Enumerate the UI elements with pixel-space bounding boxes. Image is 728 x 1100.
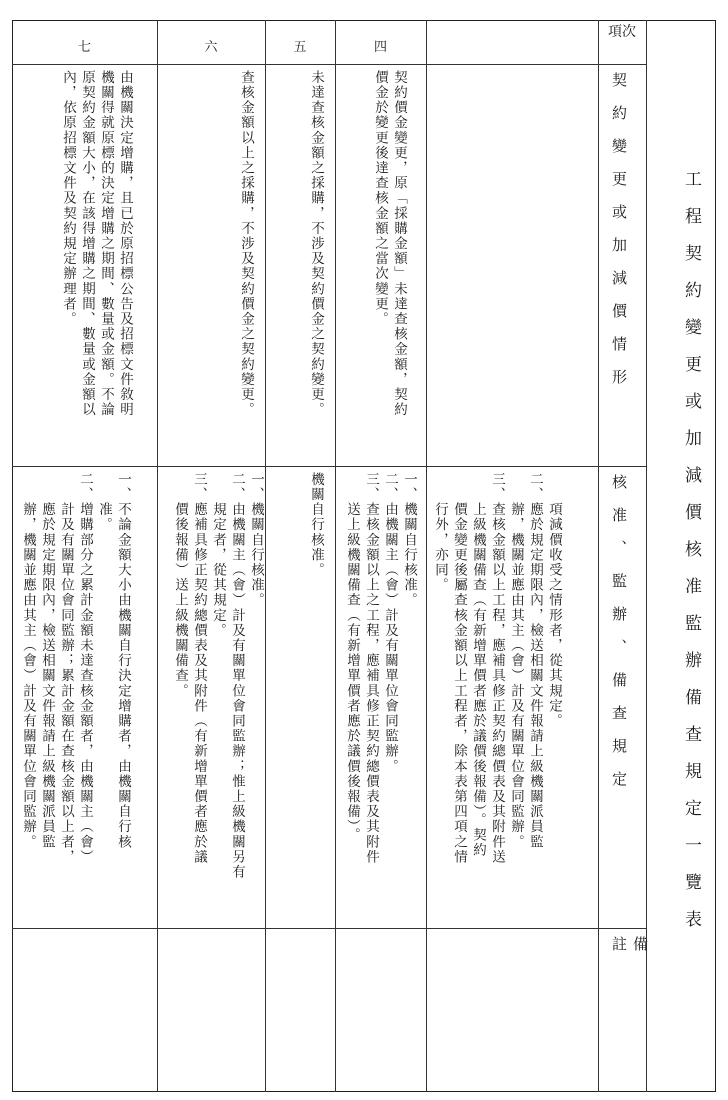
column-header-7: 七 xyxy=(77,40,91,55)
row2-item-6: 一、機關自行核准。 二、由機關主（會）計及有關單位會同監辦；惟上級機關另有 規定者，從其規定。 三、應補具修正契約總價表及其附件（有新增單價者應於議 價後報備）送上級機關備查。 xyxy=(172,472,264,880)
row1-item-7: 由機關決定增購，且已於原招標公告及招標文件敘明 機關得就原標的決定增購之期間、數量或金額。不論 原契約金額大小，在該得增購之期間、數量或金額以 內，依原招標文件及契約規定辦理者。 xyxy=(60,70,133,418)
column-header-4: 四 xyxy=(373,40,387,55)
header-row-divider-right xyxy=(598,64,646,65)
column-header-6: 六 xyxy=(204,40,218,55)
col-divider-5-4 xyxy=(335,20,336,1092)
row2-item-5: 機關自行核准。 xyxy=(308,472,324,578)
row2-row3-divider xyxy=(12,928,646,929)
header-row-divider xyxy=(12,64,598,65)
row2-item-continued: 項減價收受之情形者，從其規定。 二、應於規定期限內，檢送相關文件報請上級機關派員監 辦，機關並應由其主（會）計及有關單位會同監辦。 三、查核金額以上工程，應補具修正契約總價表及其附件送 上級機關備查（有新增單價者應於議價後報備）。契約 價金變更後屬查核金額以上工程者，除本表第四項之情 行外，亦同。 xyxy=(432,472,562,865)
col-divider-data-header xyxy=(598,20,599,1092)
row1-row2-divider xyxy=(12,466,646,467)
row1-item-4: 契約價金變更，原「採購金額」未達查核金額，契約 價金於變更後達查核金額之當次變更。 xyxy=(372,70,407,418)
col-divider-7-6 xyxy=(157,20,158,1092)
col-divider-6-5 xyxy=(265,20,266,1092)
column-header-5: 五 xyxy=(293,40,307,55)
row2-label: 核准、監辦、備查規定 xyxy=(610,474,628,804)
row1-item-5: 未達查核金額之採購，不涉及契約價金之契約變更。 xyxy=(308,70,324,418)
col-divider-header-title xyxy=(646,20,647,1092)
row2-item-4: 一、機關自行核准。 二、由機關主（會）計及有關單位會同監辦。 三、查核金額以上之工程，應補具修正契約總價表及其附件 送上級機關備查（有新增單價者應於議價後報備）。 xyxy=(344,472,417,865)
row3-label: 備註 xyxy=(610,936,649,1051)
row1-item-6: 查核金額以上之採購，不涉及契約價金之契約變更。 xyxy=(238,70,254,418)
col-divider-4-0 xyxy=(426,20,427,1092)
row2-item-7: 一、不論金額大小由機關自行決定增購者，由機關自行核 准。 二、增購部分之累計金額未達查核金額者，由機關主（會） 計及有關單位會同監辦；累計金額在查核金額以上者， 應於規定期限內，檢送相關文件報請上級機關派員監 辦，機關並應由其主（會）計及有關單位會同監辦。 xyxy=(20,472,131,865)
document-title: 工程契約變更或加減價核准監辦備查規定一覽表 xyxy=(681,169,701,947)
row1-label: 契約變更或加減價情形 xyxy=(610,72,628,402)
project-label: 項次 xyxy=(608,24,636,40)
